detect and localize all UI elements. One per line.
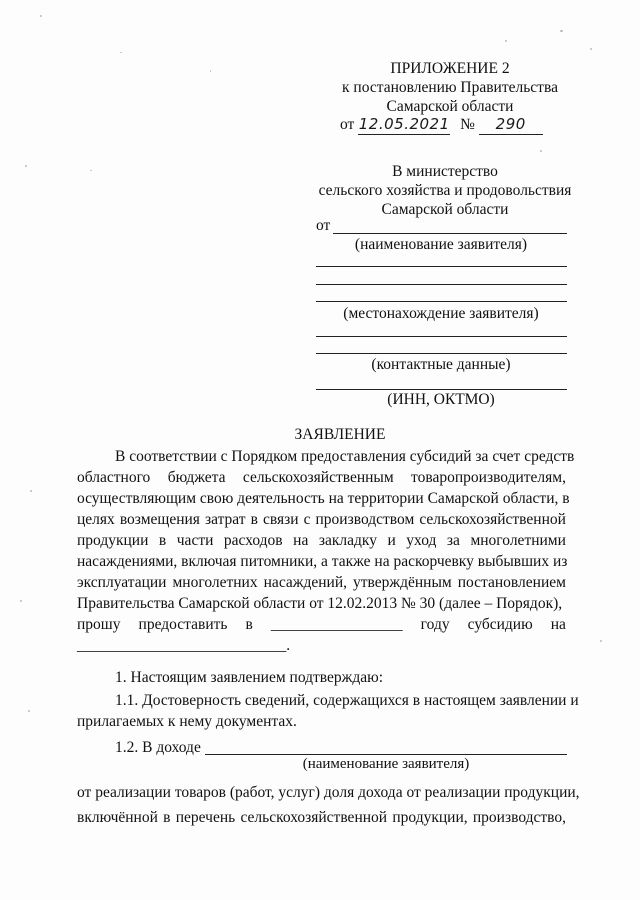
- appendix-date-row: [340, 115, 543, 135]
- p1-line-5: продукции в части расходов на закладку и уход за многолетними: [77, 532, 566, 549]
- appendix-header: [330, 59, 570, 116]
- blank-line-1: [316, 266, 567, 267]
- section-1-2-text: [77, 780, 580, 830]
- from-label: от: [340, 116, 355, 133]
- section-1-heading: 1. Настоящим заявлением подтверждаю:: [115, 669, 384, 686]
- number-label: №: [460, 116, 475, 133]
- blank-line-4: [316, 336, 567, 337]
- addressee-line-1: В министерство: [392, 163, 498, 180]
- blank-line-5: [316, 353, 567, 354]
- paragraph-1: [77, 446, 575, 656]
- addressee-block: [305, 162, 585, 219]
- s1-2-line-2: от реализации товаров (работ, услуг) доля дохода от реализации продукции,: [77, 784, 580, 801]
- p1-line-1: В соответствии с Порядком предоставления субсидий за счет средств: [115, 448, 575, 465]
- applicant-name-line: [333, 233, 567, 234]
- p1-line-6: насаждениями, включая питомники, а также на раскорчевку выбывших из: [77, 553, 568, 570]
- p1-line-4: целях возмещения затрат в связи с производством сельскохозяйственной: [77, 511, 566, 528]
- section-1-1: [77, 690, 579, 732]
- addressee-line-2: сельского хозяйства и продовольствия: [318, 182, 572, 199]
- caption-applicant-name: (наименование заявителя): [354, 236, 528, 253]
- p1-line-3: осуществляющим свою деятельность на территории Самарской области, в: [77, 490, 570, 507]
- section-1-2-caption: (наименование заявителя): [302, 756, 470, 772]
- s1-2-line-3: включённой в перечень сельскохозяйственной продукции, производство,: [77, 809, 566, 826]
- appendix-line-3: Самарской области: [386, 98, 514, 115]
- p1-line-10: ___________________________.: [77, 637, 291, 654]
- blank-line-2: [316, 284, 567, 285]
- addressee-line-3: Самарской области: [381, 201, 509, 218]
- p1-line-9: прошу предоставить в _________________ году субсидию на: [77, 616, 566, 633]
- blank-line-3: [316, 301, 567, 302]
- caption-inn: (ИНН, ОКТМО): [387, 391, 495, 408]
- p1-line-2: областного бюджета сельскохозяйственным товаропроизводителям,: [77, 469, 566, 486]
- s1-1-line-1: 1.1. Достоверность сведений, содержащихся в настоящем заявлении и: [115, 692, 579, 709]
- caption-location: (местонахождение заявителя): [343, 305, 539, 322]
- handwritten-date: 12.05.2021: [358, 115, 450, 133]
- appendix-title: ПРИЛОЖЕНИЕ 2: [390, 60, 510, 77]
- document-title: ЗАЯВЛЕНИЕ: [294, 426, 386, 443]
- p1-line-8: Правительства Самарской области от 12.02.2013 № 30 (далее – Порядок),: [77, 595, 563, 612]
- handwritten-number: 290: [495, 115, 526, 133]
- addressee-from-label: от: [316, 217, 331, 234]
- p1-line-7: эксплуатации многолетних насаждений, утверждённым постановлением: [77, 574, 566, 591]
- section-1-2-label: 1.2. В доходе: [115, 739, 201, 756]
- s1-1-line-2: прилагаемых к нему документах.: [77, 713, 297, 730]
- appendix-line-2: к постановлению Правительства: [342, 79, 558, 96]
- caption-contacts: (контактные данные): [371, 356, 511, 373]
